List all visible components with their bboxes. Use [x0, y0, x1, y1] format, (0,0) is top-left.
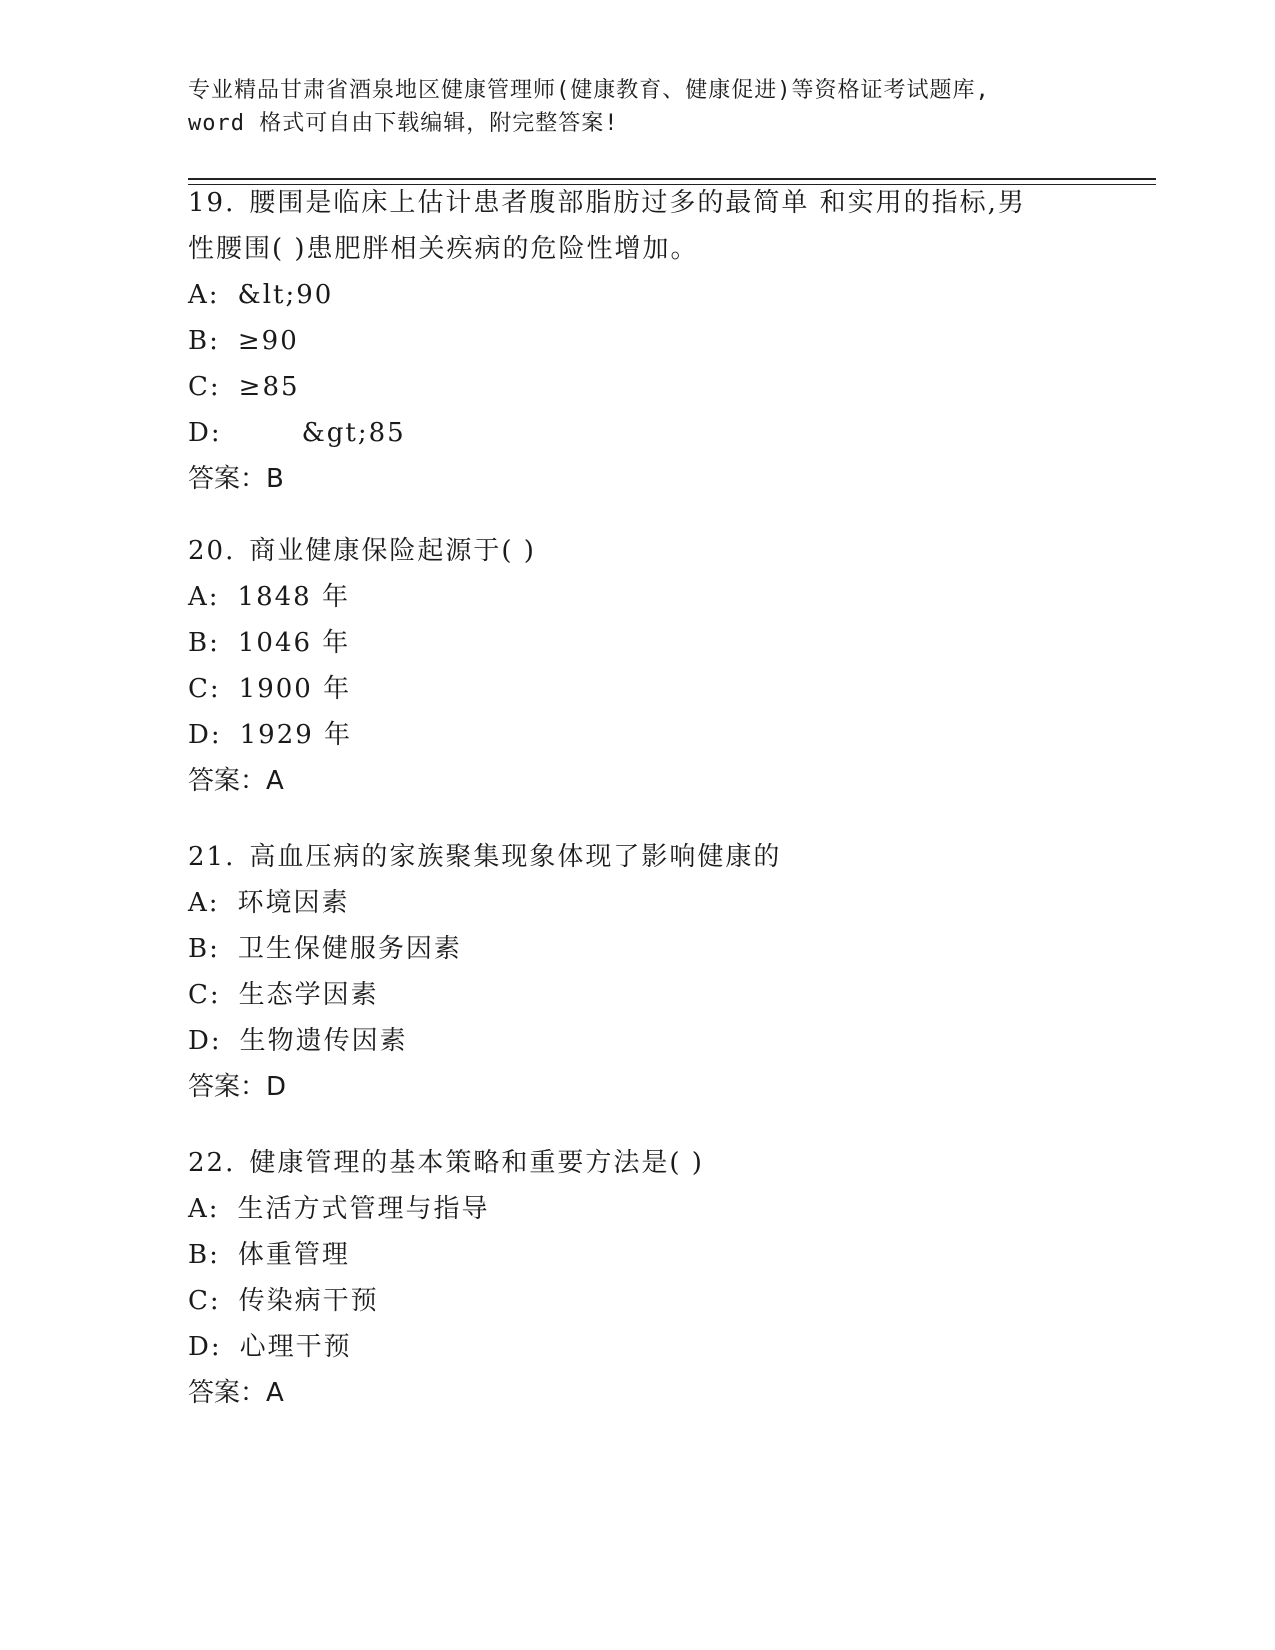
- option-c: [188, 364, 1088, 410]
- option-letter: C:: [188, 674, 221, 704]
- option-a: [188, 880, 1088, 926]
- option-letter: A:: [188, 582, 220, 612]
- option-c: [188, 972, 1088, 1018]
- option-text: &gt;85: [301, 418, 406, 448]
- option-letter: B:: [188, 326, 220, 356]
- question-number: 21.: [188, 842, 236, 872]
- option-text: 1848 年: [237, 582, 350, 612]
- option-text: 生物遗传因素: [239, 1026, 408, 1056]
- option-letter: C:: [188, 1286, 221, 1316]
- option-text: 卫生保健服务因素: [237, 934, 462, 964]
- option-b: [188, 318, 1088, 364]
- option-a: [188, 272, 1088, 318]
- question-stem: 腰围是临床上估计患者腹部脂肪过多的最简单 和实用的指标,男: [249, 188, 1026, 218]
- option-letter: C:: [188, 372, 221, 402]
- answer-line: 答案：A: [188, 1378, 284, 1408]
- option-text: 生活方式管理与指导: [237, 1194, 490, 1224]
- document-header: [188, 74, 1088, 140]
- option-text: 1929 年: [239, 720, 353, 750]
- answer-line: 答案：D: [188, 1072, 287, 1102]
- option-d: [188, 1018, 1088, 1064]
- option-a: [188, 1186, 1088, 1232]
- question-21: [188, 834, 1088, 1110]
- option-text: 环境因素: [237, 888, 350, 918]
- answer-line: 答案：B: [188, 464, 284, 494]
- option-letter: D:: [188, 1026, 222, 1056]
- option-c: [188, 1278, 1088, 1324]
- header-line-1: 专业精品甘肃省酒泉地区健康管理师(健康教育、健康促进)等资格证考试题库,: [188, 78, 990, 103]
- question-number: 19.: [188, 188, 236, 218]
- option-letter: A:: [188, 1194, 220, 1224]
- question-19: [188, 180, 1088, 502]
- question-text-line: [188, 180, 1088, 226]
- question-stem-continued: 性腰围( )患肥胖相关疾病的危险性增加。: [188, 234, 699, 264]
- question-text-line: [188, 834, 1088, 880]
- option-text: 1046 年: [237, 628, 351, 658]
- question-stem: 高血压病的家族聚集现象体现了影响健康的: [249, 842, 782, 872]
- option-text: ≥90: [237, 326, 299, 356]
- option-b: [188, 926, 1088, 972]
- option-text: &lt;90: [237, 280, 334, 310]
- option-letter: B:: [188, 628, 220, 658]
- option-c: [188, 666, 1088, 712]
- question-text-line: [188, 528, 1088, 574]
- option-letter: B:: [188, 934, 220, 964]
- option-b: [188, 620, 1088, 666]
- option-text: 体重管理: [237, 1240, 350, 1270]
- option-b: [188, 1232, 1088, 1278]
- header-line-2: word 格式可自由下载编辑，附完整答案!: [188, 111, 619, 136]
- option-d: [188, 1324, 1088, 1370]
- question-number: 22.: [188, 1148, 236, 1178]
- question-22: [188, 1140, 1088, 1416]
- option-letter: B:: [188, 1240, 220, 1270]
- option-letter: C:: [188, 980, 221, 1010]
- option-a: [188, 574, 1088, 620]
- question-stem: 健康管理的基本策略和重要方法是( ): [249, 1148, 704, 1178]
- answer-line: 答案：A: [188, 766, 284, 796]
- option-letter: D:: [188, 1332, 222, 1362]
- option-text: 1900 年: [238, 674, 352, 704]
- option-text: 心理干预: [239, 1332, 352, 1362]
- option-text: ≥85: [238, 372, 300, 402]
- option-letter: A:: [188, 280, 220, 310]
- option-d: [188, 712, 1088, 758]
- question-text-line: [188, 1140, 1088, 1186]
- question-stem: 商业健康保险起源于( ): [249, 536, 536, 566]
- option-text: 传染病干预: [238, 1286, 379, 1316]
- question-number: 20.: [188, 536, 236, 566]
- option-d: [188, 410, 1088, 456]
- option-letter: D:: [188, 418, 222, 448]
- question-20: [188, 528, 1088, 804]
- option-letter: A:: [188, 888, 220, 918]
- option-letter: D:: [188, 720, 222, 750]
- option-text: 生态学因素: [238, 980, 379, 1010]
